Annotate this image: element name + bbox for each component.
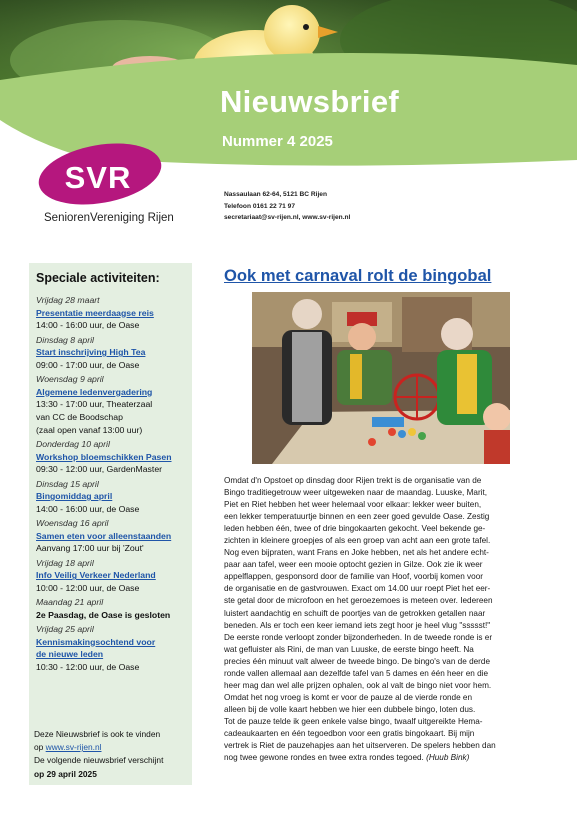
event-time: 10:00 - 12:00 uur, de Oase bbox=[36, 582, 140, 593]
article-line: vertrek is Riet de pauzehapjes aan het uitserveren. De spelers hebben dan bbox=[224, 741, 496, 751]
article-line: heer mag dan wel alle prijzen ophalen, ook al valt de bingo niet voor hem. bbox=[224, 680, 492, 690]
footer-prefix-2: op bbox=[34, 768, 47, 779]
event-date: Woensdag 16 april bbox=[36, 518, 109, 529]
article-author: (Huub Bink) bbox=[426, 753, 470, 763]
sidebar-heading: Speciale activiteiten: bbox=[36, 271, 160, 285]
article-line: Piet en Riet hebben het weer helemaal voor elkaar: lekker weer buiten, bbox=[224, 500, 482, 510]
event-date: Woensdag 9 april bbox=[36, 374, 104, 385]
bingo-scene-image bbox=[252, 292, 510, 464]
event-link[interactable]: Bingomiddag april bbox=[36, 491, 113, 502]
footer-line-1: Deze Nieuwsbrief is ook te vinden bbox=[34, 729, 161, 739]
event-item bbox=[36, 438, 192, 476]
article-line: paar aan tafel, weer een mooie optocht gezien in Gilze. Ook zie ik weer bbox=[224, 560, 483, 570]
article-line: ste getal door de microfoon en het geroezemoes is meteen over. Iedereen bbox=[224, 596, 493, 606]
event-item bbox=[36, 557, 192, 595]
event-link[interactable]: Workshop bloemschikken Pasen bbox=[36, 451, 172, 462]
event-link[interactable]: Kennismakingsochtend voor bbox=[36, 636, 156, 647]
logo-ellipse-icon bbox=[38, 142, 198, 212]
article-line: Nog even bijpraten, want Frans en Joke hebben, net als het andere echt- bbox=[224, 548, 489, 558]
event-link[interactable]: Samen eten voor alleenstaanden bbox=[36, 530, 172, 541]
event-date: Maandag 21 april bbox=[36, 597, 104, 608]
next-issue-date: 29 april 2025 bbox=[46, 768, 97, 779]
event-time: Aanvang 17:00 uur bij 'Zout' bbox=[36, 543, 144, 554]
article-line: Tot de pauze telde ik geen enkele valse bingo, twaalf uitgereikte Hema- bbox=[224, 716, 483, 726]
activities-sidebar bbox=[29, 263, 192, 785]
article-line: leden hebben één, twee of drie bingokaarten gekocht. Veel bekende ge- bbox=[224, 524, 486, 534]
article-line: Omdat het nog vroeg is komt er voor de pauze al de vierde ronde en bbox=[224, 692, 473, 702]
article-line: precies één minuut valt alweer de tweede bingo. De bingo's van de derde bbox=[224, 656, 491, 666]
article-line: De eerste ronde verloopt zonder bijzonderheden. In de tweede ronde is er bbox=[224, 632, 493, 642]
event-date: Dinsdag 8 april bbox=[36, 334, 94, 345]
article-line-text: nog twee gewone rondes en twee extra rondes tegoed. bbox=[224, 753, 424, 763]
footer-line-3: De volgende nieuwsbrief verschijnt bbox=[34, 755, 164, 766]
article-line: luistert aandachtig en schuift de poortjes van de getrokken getallen naar bbox=[224, 608, 486, 618]
org-name: SeniorenVereniging Rijen bbox=[44, 212, 174, 224]
article-line: Bingo traditiegetrouw weer uitgeweken naar de maandag. Luuske, Marit, bbox=[224, 488, 488, 498]
event-link[interactable]: Info Veilig Verkeer Nederland bbox=[36, 570, 156, 581]
event-link[interactable]: Presentatie meerdaagse reis bbox=[36, 307, 154, 318]
event-time: 13:30 - 17:00 uur, Theaterzaal bbox=[36, 399, 153, 410]
event-time: 14:00 - 16:00 uur, de Oase bbox=[36, 503, 140, 514]
issue-number: Nummer 4 2025 bbox=[222, 133, 333, 150]
svr-logo bbox=[38, 142, 198, 226]
address-line: Nassaulaan 62-64, 5121 BC Rijen bbox=[224, 191, 327, 198]
article-line: appelflappen, gesponsord door de familie van Hoof, voorbij komen voor bbox=[224, 572, 483, 582]
logo-abbr: SVR bbox=[64, 160, 132, 195]
newsletter-footer bbox=[29, 725, 192, 785]
article-line: ronde vallen allemaal aan dezelfde tafel van 5 dames en één heer en die bbox=[224, 668, 489, 678]
bingo-photo bbox=[252, 292, 510, 464]
contact-block bbox=[224, 189, 350, 224]
email-web-line: secretariaat@sv-rijen.nl, www.sv-rijen.nl bbox=[224, 214, 351, 221]
article-line: Omdat d'n Opstoet op dinsdag door Rijen trekt is de organisatie van de bbox=[224, 476, 482, 485]
event-time: 09:30 - 12:00 uur, GardenMaster bbox=[36, 464, 163, 475]
event-item bbox=[36, 373, 192, 436]
article-line: beneden. Als er toch een keer iemand iets zegt hoor je heel vlug "ssssst!" bbox=[224, 620, 491, 630]
event-date: Vrijdag 28 maart bbox=[36, 295, 100, 305]
website-link[interactable]: www.sv-rijen.nl bbox=[45, 742, 102, 753]
event-date: Vrijdag 18 april bbox=[36, 557, 94, 568]
event-time: 14:00 - 16:00 uur, de Oase bbox=[36, 320, 140, 331]
event-item bbox=[36, 294, 192, 332]
event-link[interactable]: Algemene ledenvergadering bbox=[36, 386, 153, 397]
event-date: Donderdag 10 april bbox=[36, 438, 110, 449]
event-item bbox=[36, 334, 192, 372]
event-time: van CC de Boodschap bbox=[36, 411, 123, 422]
event-time: 09:00 - 17:00 uur, de Oase bbox=[36, 359, 140, 370]
article-line: de organisatie en de gastvrouwen. Exact om 14.00 uur roept Piet het eer- bbox=[224, 584, 491, 594]
event-link[interactable]: Start inschrijving High Tea bbox=[36, 347, 146, 358]
event-date: Dinsdag 15 april bbox=[36, 478, 99, 489]
event-time: (zaal open vanaf 13:00 uur) bbox=[36, 424, 143, 435]
event-item bbox=[36, 623, 192, 673]
event-title: 2e Paasdag, de Oase is gesloten bbox=[36, 609, 171, 620]
newsletter-title: Nieuwsbrief bbox=[220, 84, 400, 119]
article-line: alleen bij de volle kaart hebben we hier een dubbele bingo, loten dus. bbox=[224, 704, 476, 714]
article-line: wat gefluister als Rini, de man van Luuske, de eerste bingo heeft. Na bbox=[224, 644, 474, 654]
article-line: een lekker temperatuurtje binnen en een zeer goed gevulde Oase. Zestig bbox=[224, 512, 490, 522]
article-body bbox=[224, 475, 548, 764]
event-item bbox=[36, 596, 192, 621]
footer-prefix: op bbox=[34, 742, 46, 753]
event-list bbox=[36, 294, 192, 675]
event-time: 10:30 - 12:00 uur, de Oase bbox=[36, 662, 140, 672]
article-line: zichten in kleinere groepjes of als een groep van acht aan een grote tafel. bbox=[224, 536, 491, 546]
event-item bbox=[36, 478, 192, 516]
article-title[interactable]: Ook met carnaval rolt de bingobal bbox=[224, 266, 492, 285]
article-line bbox=[224, 752, 548, 764]
event-date: Vrijdag 25 april bbox=[36, 624, 94, 635]
event-item bbox=[36, 517, 192, 555]
event-link[interactable]: de nieuwe leden bbox=[36, 649, 104, 660]
article-line: cadeaukaarten en één tegoedbon voor een gratis bingokaart. Bij mijn bbox=[224, 728, 475, 738]
phone-line: Telefoon 0161 22 71 97 bbox=[224, 202, 295, 210]
